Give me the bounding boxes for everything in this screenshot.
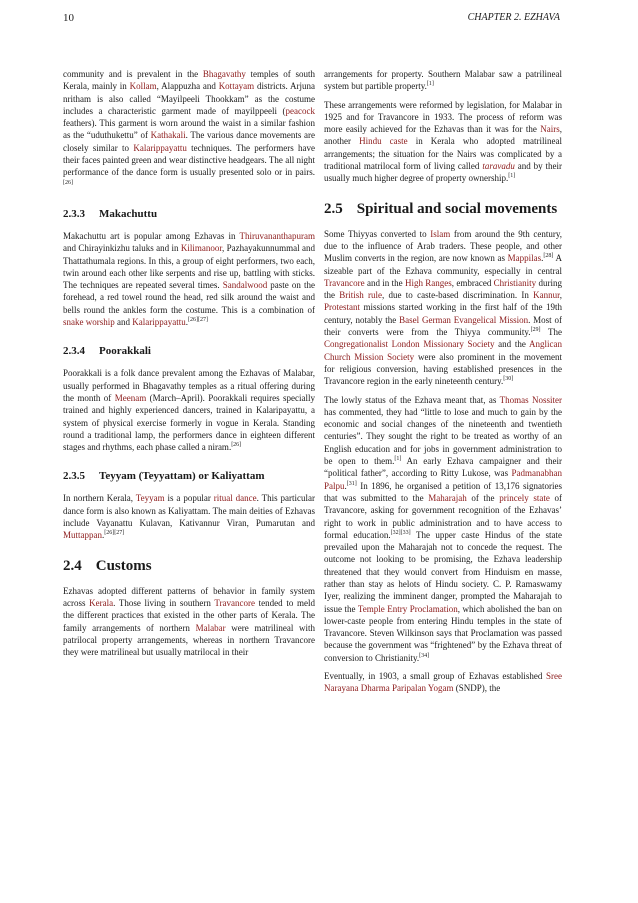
citation[interactable]: [1] — [508, 173, 516, 180]
link-christianity[interactable]: Christianity — [493, 277, 537, 288]
section-heading-customs: 2.4 Customs — [63, 557, 152, 574]
link-thomas-nossiter[interactable]: Thomas Nossiter — [499, 394, 562, 405]
link-meenam[interactable]: Meenam — [114, 392, 147, 403]
citation[interactable]: [32][33] — [390, 529, 411, 536]
paragraph: These arrangements were reformed by legislation, for Malabar in 1925 and for Travancore in 1933. The process of reform was more easily achieved for the Ezhavas than it was for the Nairs, another Hindu caste in Kerala who adopted matrilineal arrangements; the situation for the Nairs was complicated by a traditional matrilocal form of living called taravadu and by their usually much higher degree of property ownership.[1] — [324, 99, 562, 184]
link-kathakali[interactable]: Kathakali — [150, 130, 186, 141]
citation[interactable]: [26] — [63, 179, 73, 186]
link-high-ranges[interactable]: High Ranges — [404, 277, 452, 288]
citation[interactable]: [1] — [426, 81, 434, 88]
citation[interactable]: [28] — [543, 253, 554, 260]
link-temple-entry-proclamation[interactable]: Temple Entry Proclamation — [357, 603, 458, 614]
paragraph: Eventually, in 1903, a small group of Ezhavas established Sree Narayana Dharma Paripalan Yogam (SNDP), the — [324, 671, 562, 694]
link-protestant[interactable]: Protestant — [324, 302, 360, 313]
link-basel-mission[interactable]: Basel German Evangelical Mission — [399, 314, 529, 325]
citation[interactable]: [31] — [346, 480, 357, 487]
citation[interactable]: [29] — [530, 327, 541, 334]
paragraph: community and is prevalent in the Bhagavathy temples of south Kerala, mainly in Kollam, Alappuzha and Kottayam districts. Arjuna nritham is also called “Mayilpeeli Thookkam” as the costume includes a characteristic garment made of mayilppeeli (peacock feathers). This garment is worn around the waist in a similar fashion as the “uduthukettu” of Kathakali. The various dance movements are closely similar to Kalarippayattu techniques. The performers have their faces painted green and wear distinctive headgears. The all night performance of the dance form is usually presented solo or in pairs.[26] — [63, 69, 316, 186]
link-padmanabhan-palpu[interactable]: Padmanabhan Palpu — [324, 468, 562, 491]
link-peacock[interactable]: peacock — [285, 105, 315, 116]
section-heading-poorakkali: 2.3.4 Poorakkali — [63, 345, 151, 358]
paragraph: arrangements for property. Southern Malabar saw a patrilineal system but partible property.[1] — [324, 69, 562, 92]
link-travancore[interactable]: Travancore — [324, 277, 365, 288]
link-bhagavathy[interactable]: Bhagavathy — [202, 69, 246, 79]
link-islam[interactable]: Islam — [430, 228, 451, 239]
link-hindu[interactable]: Hindu — [359, 136, 382, 147]
citation[interactable]: [30] — [503, 376, 514, 383]
paragraph: In northern Kerala, Teyyam is a popular ritual dance. This particular dance form is also known as Kaliyattam. The main deities of Ezhavas include Vayanattu Kulavan, Kativannur Viran, Pumarutan and Muttappan.[26][27] — [63, 493, 315, 541]
link-kottayam[interactable]: Kottayam — [218, 81, 255, 92]
link-kannur[interactable]: Kannur — [533, 290, 560, 301]
section-heading-spiritual: 2.5 Spiritual and social movements — [324, 200, 558, 217]
paragraph: The lowly status of the Ezhava meant that, as Thomas Nossiter has commented, they had “little to lose and much to gain by the economic and social changes of the nineteenth and twentieth centuries”. They sought the right to be treated as worthy of an English education and for jobs in government administration to be open to them.[1] An early Ezhava campaigner and their “political father”, according to Ritty Lukose, was Padmanabhan Palpu.[31] In 1896, he organised a petition of 13,176 signatories that was submitted to the Maharajah of the princely state of Travancore, asking for government recognition of the Ezhavas’ right to work in public administration and to have access to formal education.[32][33] The upper caste Hindus of the state prevailed upon the Maharajah not to concede the request. The outcome not looking to be promising, the Ezhava leadership threatened that they would convert from Hinduism en masse, rather than stay as helots of Hindu society. C. P. Ramaswamy Iyer, realizing the imminent danger, prompted the Maharajah to issue the Temple Entry Proclamation, which abolished the ban on lower-caste people from entering Hindu temples in the state of Travancore. Steven Wilkinson says that Proclamation was passed because the government was “frightened” by the Ezhava threat of conversion to Christianity.[34] — [324, 394, 563, 663]
paragraph: Makachuttu art is popular among Ezhavas in Thiruvananthapuram and Chirayinkizhu taluks and in Kilimanoor, Pazhayakunnummal and Thattathumala regions. In this, a group of eight performers, two each, twin around each other like serpents and rise up, battling with sticks. The techniques are repeated several times. Sandalwood paste on the forehead, a red towel round the head, red silk around the waist and bells round the ankles form the costume. This is a combination of snake worship and Kalarippayattu.[26][27] — [63, 230, 315, 328]
link-ritual-dance[interactable]: ritual dance — [213, 493, 257, 504]
link-taravadu[interactable]: taravadu — [482, 161, 515, 172]
link-mappilas[interactable]: Mappilas — [507, 253, 542, 264]
section-heading-makachuttu: 2.3.3 Makachuttu — [63, 207, 158, 220]
link-church-mission-society[interactable]: Anglican Church Mission Society — [324, 339, 563, 362]
link-kollam[interactable]: Kollam — [129, 81, 157, 92]
paragraph: Ezhavas adopted different patterns of behavior in family system across Kerala. Those living in southern Travancore tended to meld the different practices that existed in the other parts of Kerala. The family arrangements of northern Malabar were matrilineal with patrilocal property arrangements, whereas in northern Travancore they were matrilineal but usually matrilocal in their — [63, 585, 315, 658]
citation[interactable]: [1] — [394, 456, 402, 463]
link-london-missionary-society[interactable]: Congregationalist London Missionary Society — [324, 339, 495, 350]
right-column — [324, 68, 562, 701]
citation[interactable]: [26][27] — [104, 530, 125, 537]
link-malabar[interactable]: Malabar — [195, 622, 226, 633]
link-teyyam[interactable]: Teyyam — [135, 493, 165, 504]
link-maharajah[interactable]: Maharajah — [428, 492, 467, 503]
citation[interactable]: [26][27] — [187, 317, 208, 324]
link-thiruvananthapuram[interactable]: Thiruvananthapuram — [239, 230, 315, 241]
section-heading-teyyam: 2.3.5 Teyyam (Teyyattam) or Kaliyattam — [63, 470, 265, 483]
link-british-rule[interactable]: British rule — [339, 290, 383, 301]
link-kilimanoor[interactable]: Kilimanoor — [180, 243, 223, 254]
link-sndp[interactable]: Sree Narayana Dharma Paripalan Yogam — [324, 671, 562, 694]
link-nairs[interactable]: Nairs — [540, 124, 560, 135]
link-sandalwood[interactable]: Sandalwood — [222, 280, 268, 291]
paragraph: Poorakkali is a folk dance prevalent among the Ezhavas of Malabar, usually performed in Bhagavathy temples as a ritual offering during the month of Meenam (March–April). Poorakkali requires specially trained and highly experienced dancers, trained in Kalaripayattu, a system of physical exercise formerly in vogue in Kerala. Standing round a traditional lamp, the performers dance in eighteen different stages and rhythms, each phase called a niram.[26] — [63, 368, 315, 453]
link-kalarippayattu[interactable]: Kalarippayattu — [132, 317, 186, 328]
link-caste[interactable]: caste — [389, 136, 408, 147]
link-travancore[interactable]: Travancore — [214, 597, 256, 608]
citation[interactable]: [34] — [419, 652, 430, 659]
link-princely-state[interactable]: princely state — [499, 492, 550, 503]
link-muttappan[interactable]: Muttappan — [63, 530, 102, 541]
citation[interactable]: [26] — [231, 442, 242, 449]
page-number: 10 — [63, 12, 74, 24]
link-kalarippayattu[interactable]: Kalarippayattu — [133, 142, 187, 153]
left-column — [63, 68, 315, 664]
chapter-header: CHAPTER 2. EZHAVA — [467, 12, 560, 23]
link-snake-worship[interactable]: snake worship — [63, 317, 115, 328]
paragraph: Some Thiyyas converted to Islam from around the 9th century, due to the influence of Arab traders. These people, and other Muslim converts in the region, are now known as Mappilas.[28] A sizeable part of the Ezhava community, especially in central Travancore and in the High Ranges, embraced Christianity during the British rule, due to caste-based discrimination. In Kannur, Protestant missions started working in the first half of the 19th century, notably the Basel German Evangelical Mission. Most of their converts were from the Thiyya community.[29] The Congregationalist London Missionary Society and the Anglican Church Mission Society were also prominent in the movement for religious conversion, having established presences in the Travancore region in the early nineteenth century.[30] — [324, 228, 563, 387]
link-kerala[interactable]: Kerala — [89, 597, 114, 608]
